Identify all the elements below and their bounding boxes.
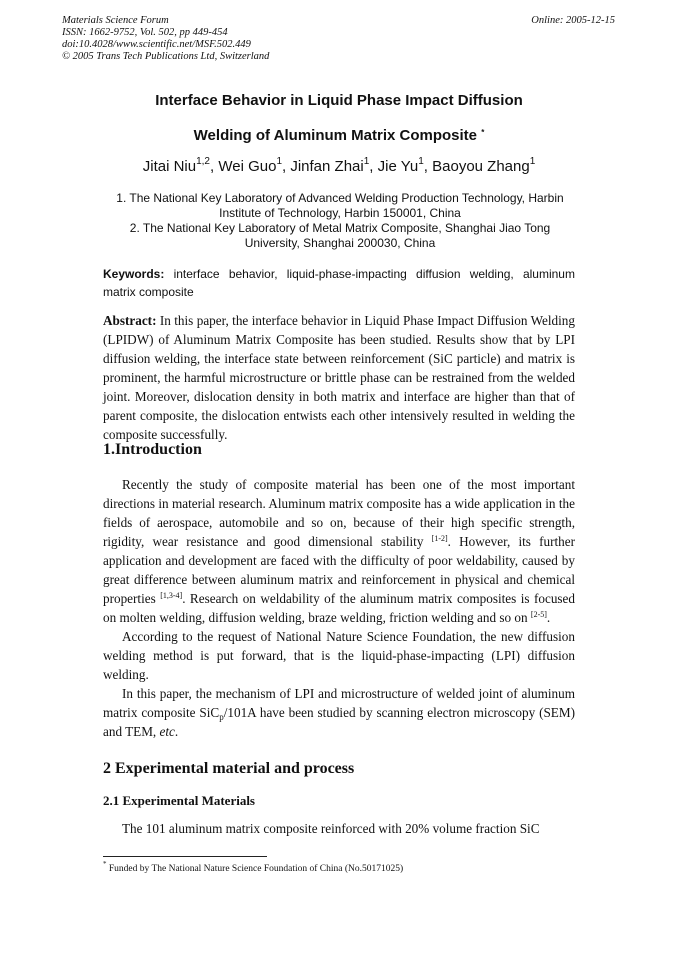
abstract-text: In this paper, the interface behavior in Liquid Phase Impact Diffusion Welding (LPIDW) of Aluminum Matrix Composite has been studied. Results show that by LPI diffusion welding, the interface state between reinforcement (SiC particle) and matrix is prominent, the harmful microstructure or brittle phase can be restrained from the welded joint. Moreover, dislocation density in both matrix and interface are higher than that of parent composite, the dislocation entwists each other intensively resulted in welding the composite successfully. [103, 313, 575, 442]
footnote-mark: * [103, 860, 107, 868]
abstract-label: Abstract: [103, 313, 157, 328]
affiliation-1-line1: 1. The National Key Laboratory of Advanced Welding Production Technology, Harbin [116, 191, 564, 205]
section2-heading: 2 Experimental material and process [103, 760, 355, 777]
paper-title-line2 [0, 127, 678, 144]
title-text: Welding of Aluminum Matrix Composite [193, 127, 478, 144]
author-separator: , [282, 158, 291, 175]
intro-p1-part-c: . Research on weldability of the aluminum matrix composites is focused on molten welding, diffusion welding, braze welding, friction welding and so on [103, 591, 575, 625]
intro-paragraph-2: According to the request of National Nature Science Foundation, the new diffusion welding method is put forward, that is the liquid-phase-impacting (LPI) diffusion welding. [103, 629, 575, 682]
online-date: Online: 2005-12-15 [531, 15, 615, 26]
affiliation-1-line2: Institute of Technology, Harbin 150001, China [219, 206, 461, 220]
issn-line: ISSN: 1662-9752, Vol. 502, pp 449-454 [62, 27, 228, 38]
intro-p3-part-b: /101A have been studied by scanning electron microscopy (SEM) and TEM, [103, 705, 575, 739]
title-footnote-mark: * [481, 128, 485, 137]
intro-paragraph-1 [103, 475, 575, 627]
intro-heading: 1.Introduction [103, 441, 202, 458]
footnote-text: Funded by The National Nature Science Foundation of China (No.50171025) [108, 864, 404, 874]
journal-name: Materials Science Forum [62, 15, 169, 26]
affiliations [100, 191, 580, 251]
affiliation-2-line1: 2. The National Key Laboratory of Metal Matrix Composite, Shanghai Jiao Tong [129, 221, 551, 235]
keywords [103, 265, 575, 301]
author-affiliation-mark: 1,2 [196, 156, 210, 167]
section2-1-paragraph: The 101 aluminum matrix composite reinforced with 20% volume fraction SiC [122, 821, 540, 836]
section2-1-heading: 2.1 Experimental Materials [103, 793, 255, 808]
footnote [103, 860, 404, 874]
footnote-divider [103, 856, 267, 857]
author-separator: , [210, 158, 219, 175]
etc-italic: etc [159, 724, 175, 739]
author-name: Jinfan Zhai [290, 158, 364, 175]
copyright-line: © 2005 Trans Tech Publications Ltd, Switzerland [62, 51, 270, 62]
journal-header [62, 15, 269, 63]
intro-p3-part-c: . [174, 724, 179, 739]
intro-p1-part-d: . [546, 610, 551, 625]
abstract [103, 311, 575, 444]
author-affiliation-mark: 1 [418, 156, 424, 167]
citation-1-3-4: [1,3-4] [160, 591, 183, 600]
author-name: Jie Yu [377, 158, 419, 175]
keywords-text: interface behavior, liquid-phase-impacting diffusion welding, aluminum matrix composite [103, 267, 575, 299]
author-name: Jitai Niu [142, 158, 197, 175]
author-separator: , [369, 158, 378, 175]
author-name: Wei Guo [218, 158, 277, 175]
author-separator: , [423, 158, 433, 175]
author-list [0, 158, 678, 175]
intro-p3-part-a: In this paper, the mechanism of LPI and microstructure of welded joint of aluminum matrix composite SiC [103, 686, 575, 720]
intro-body [103, 475, 575, 741]
intro-p1-part-b: . However, its further application and development are faced with the difficulty of poor weldability, caused by great difference between aluminum matrix and reinforcement in physical and chemical properties [103, 534, 575, 606]
affiliation-2-line2: University, Shanghai 200030, China [244, 236, 436, 250]
keywords-label: Keywords: [103, 267, 165, 281]
paper-title-line1: Interface Behavior in Liquid Phase Impact Diffusion [155, 92, 523, 109]
doi-line: doi:10.4028/www.scientific.net/MSF.502.449 [62, 39, 251, 50]
author-name: Baoyou Zhang [432, 158, 530, 175]
author-affiliation-mark: 1 [363, 156, 370, 167]
author-affiliation-mark: 1 [529, 156, 536, 167]
intro-paragraph-3 [103, 684, 575, 741]
citation-2-5: [2-5] [530, 610, 547, 619]
author-affiliation-mark: 1 [276, 156, 282, 167]
intro-p1-part-a: Recently the study of composite material has been one of the most important directions in material research. Aluminum matrix composite has a wide application in the fields of aerospace, automobile and so on, because of their high specific strength, rigidity, wear resistance and good dimensional stability [103, 477, 575, 549]
citation-1-2: [1-2] [431, 534, 448, 543]
subscript-p: p [219, 712, 224, 722]
